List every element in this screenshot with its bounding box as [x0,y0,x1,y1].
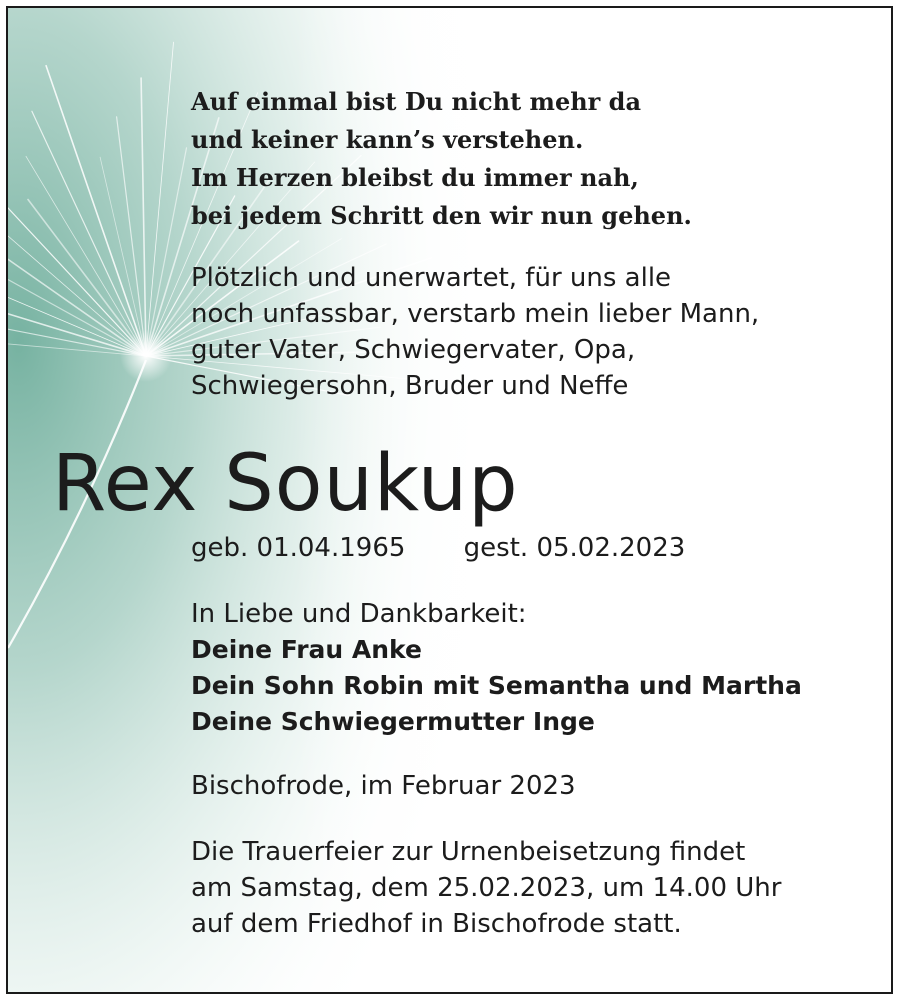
deceased-name: Rex Soukup [52,439,519,529]
death-announcement [191,260,759,404]
place-and-date: Bischofrode, im Februar 2023 [191,771,576,801]
funeral-line: Die Trauerfeier zur Urnenbeisetzung findet [191,837,746,867]
poem-line: Im Herzen bleibst du immer nah, [191,163,639,192]
funeral-line: am Samstag, dem 25.02.2023, um 14.00 Uhr [191,873,782,903]
mourners-heading: In Liebe und Dankbarkeit: [191,599,527,629]
funeral-line: auf dem Friedhof in Bischofrode statt. [191,909,682,939]
birth-date: geb. 01.04.1965 [191,533,406,563]
poem-line: und keiner kann’s verstehen. [191,125,584,154]
poem-line: Auf einmal bist Du nicht mehr da [191,87,641,116]
mourner-name: Deine Frau Anke [191,635,422,664]
funeral-details [191,834,781,942]
announcement-line: guter Vater, Schwiegervater, Opa, [191,335,636,365]
announcement-line: Schwiegersohn, Bruder und Neffe [191,371,629,401]
mourner-name: Dein Sohn Robin mit Semantha und Martha [191,671,802,700]
announcement-line: Plötzlich und unerwartet, für uns alle [191,263,672,293]
mourners [191,596,802,740]
poem-line: bei jedem Schritt den wir nun gehen. [191,201,692,230]
obituary-card [6,6,893,994]
death-date: gest. 05.02.2023 [463,533,686,563]
mourner-name: Deine Schwiegermutter Inge [191,707,595,736]
announcement-line: noch unfassbar, verstarb mein lieber Mann, [191,299,760,329]
life-dates [191,530,685,566]
poem [191,83,692,235]
